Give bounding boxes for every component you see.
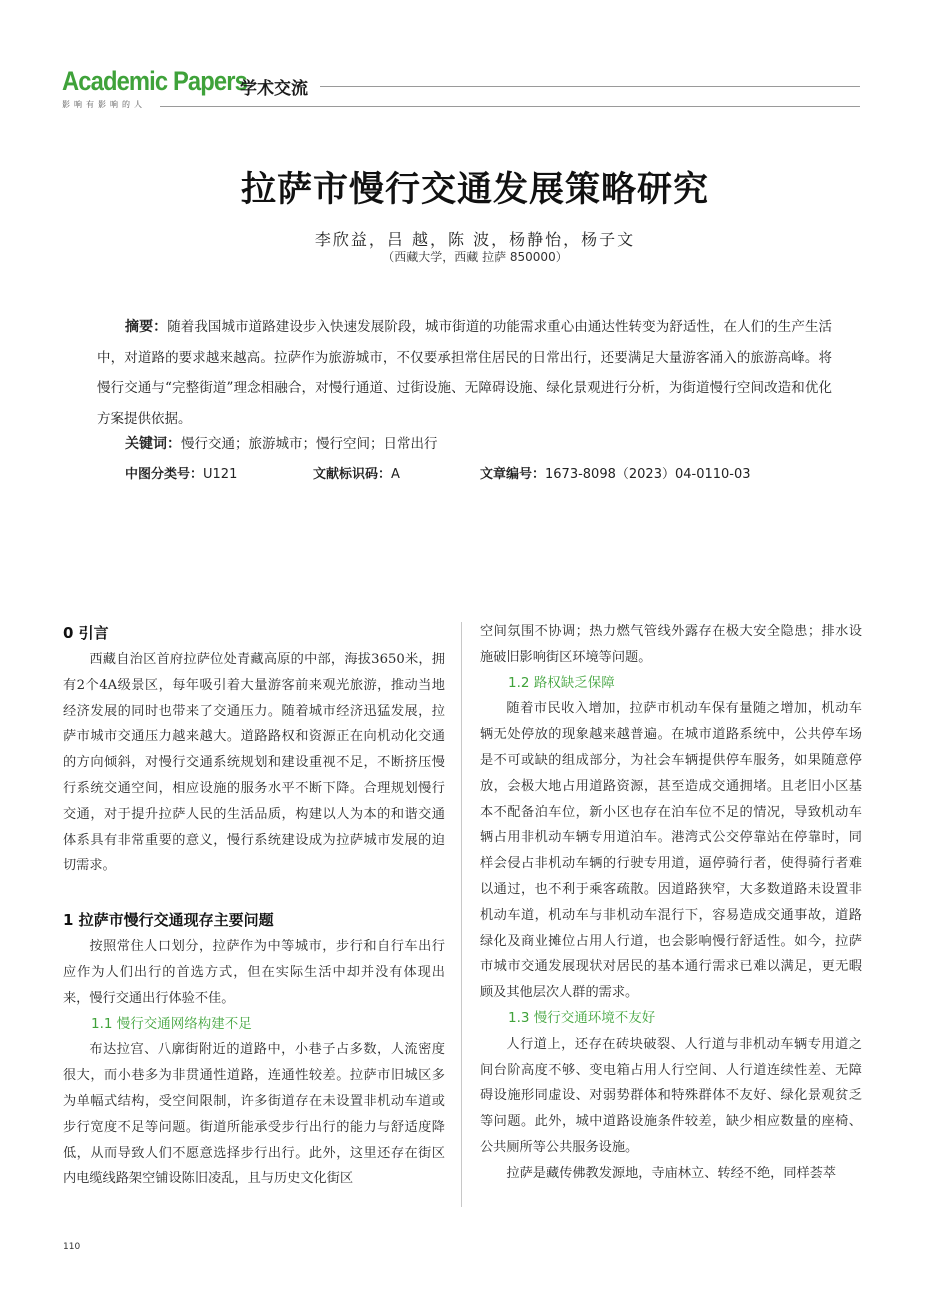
paragraph: 按照常住人口划分，拉萨作为中等城市，步行和自行车出行应作为人们出行的首选方式，但在实际生活中却并没有体现出来，慢行交通出行体验不佳。 xyxy=(63,939,445,1006)
abstract-label: 摘要： xyxy=(125,319,168,335)
affiliation: （西藏大学，西藏 拉萨 850000） xyxy=(382,250,568,264)
clc-number: 中图分类号：U121 xyxy=(125,467,238,482)
abstract-text: 随着我国城市道路建设步入快速发展阶段，城市街道的功能需求重心由通达性转变为舒适性，在人们的生产生活中，对道路的要求越来越高。拉萨作为旅游城市，不仅要承担常住居民的日常出行，还要满足大量游客涌入的旅游高峰。将慢行交通与“完整街道”理念相融合，对慢行通道、过街设施、无障碍设施、绿化景观进行分析，为街道慢行空间改造和优化方案提供依据。 xyxy=(97,319,833,427)
paper-title: 拉萨市慢行交通发展策略研究 xyxy=(240,170,709,210)
body-column-right xyxy=(480,619,862,1187)
keywords-text: 慢行交通；旅游城市；慢行空间；日常出行 xyxy=(181,436,438,452)
subsection-heading-network: 1.1 慢行交通网络构建不足 xyxy=(91,1015,252,1032)
paragraph: 人行道上，还存在砖块破裂、人行道与非机动车辆专用道之间台阶高度不够、变电箱占用人行空间、人行道连续性差、无障碍设施形同虚设、对弱势群体和特殊群体不友好、绿化景观贫乏等问题。此外，城中道路设施条件较差，缺少相应数量的座椅、公共厕所等公共服务设施。 xyxy=(480,1036,862,1155)
article-number: 文章编号：1673-8098（2023）04-0110-03 xyxy=(480,467,751,482)
column-divider xyxy=(461,622,462,1207)
paragraph: 随着市民收入增加，拉萨市机动车保有量随之增加，机动车辆无处停放的现象越来越普遍。在城市道路系统中，公共停车场是不可或缺的组成部分，为社会车辆提供停车服务，如果随意停放，会极大地占用道路资源，甚至造成交通拥堵。且老旧小区基本不配备泊车位，新小区也存在泊车位不足的情况，导致机动车辆占用非机动车辆专用道泊车。港湾式公交停靠站在停靠时，同样会侵占非机动车辆的行驶专用道，逼停骑行者，使得骑行者难以通过，也不利于乘客疏散。因道路狭窄，大多数道路未设置非机动车道，机动车与非机动车混行下，容易造成交通事故，道路绿化及商业摊位占用人行道，也会影响慢行舒适性。如今，拉萨市城市交通发展现状对居民的基本通行需求已难以满足，更无暇顾及其他层次人群的需求。 xyxy=(480,701,862,1001)
keywords-label: 关键词： xyxy=(125,436,181,452)
paragraph: 布达拉宫、八廓街附近的道路中，小巷子占多数，人流密度很大，而小巷多为非贯通性道路，连通性较差。拉萨市旧城区多为单幅式结构，受空间限制，许多街道存在未设置非机动车道或步行宽度不足等问题。街道所能承受步行出行的能力与舒适度降低，从而导致人们不愿意选择步行出行。此外，这里还存在街区内电缆线路架空铺设陈旧凌乱，且与历史文化街区 xyxy=(63,1042,445,1187)
abstract xyxy=(97,312,832,434)
paragraph: 拉萨是藏传佛教发源地，寺庙林立、转经不绝，同样荟萃 xyxy=(506,1165,837,1181)
author-list: 李欣益，吕 越，陈 波，杨静怡，杨子文 xyxy=(314,230,636,249)
header-rule-top xyxy=(320,86,860,87)
document-code: 文献标识码：A xyxy=(313,467,400,482)
section-spacer xyxy=(63,879,445,906)
header-rule-bottom xyxy=(160,106,860,107)
section-heading-introduction: 0 引言 xyxy=(63,624,109,642)
body-column-left xyxy=(63,619,445,1192)
paragraph-continued: 空间氛围不协调；热力燃气管线外露存在极大安全隐患；排水设施破旧影响街区环境等问题。 xyxy=(480,624,862,665)
journal-brand-english: Academic Papers xyxy=(62,66,247,96)
journal-slogan: 影响有影响的人 xyxy=(62,100,146,109)
keywords xyxy=(125,432,438,453)
subsection-heading-right-of-way: 1.2 路权缺乏保障 xyxy=(508,674,615,691)
journal-brand-chinese: 学术交流 xyxy=(240,79,308,99)
paragraph: 西藏自治区首府拉萨位处青藏高原的中部，海拔3650米，拥有2个4A级景区，每年吸引着大量游客前来观光旅游，推动当地经济发展的同时也带来了交通压力。随着城市经济迅猛发展，拉萨市城市交通压力越来越大。道路路权和资源正在向机动化交通的方向倾斜，对慢行交通系统规划和建设重视不足，不断挤压慢行系统交通空间，相应设施的服务水平不断下降。合理规划慢行交通，对于提升拉萨人民的生活品质，构建以人为本的和谐交通体系具有非常重要的意义，慢行系统建设成为拉萨城市发展的迫切需求。 xyxy=(63,652,445,874)
page-number: 110 xyxy=(63,1242,81,1252)
section-heading-problems: 1 拉萨市慢行交通现存主要问题 xyxy=(63,911,274,930)
subsection-heading-environment: 1.3 慢行交通环境不友好 xyxy=(508,1009,656,1026)
